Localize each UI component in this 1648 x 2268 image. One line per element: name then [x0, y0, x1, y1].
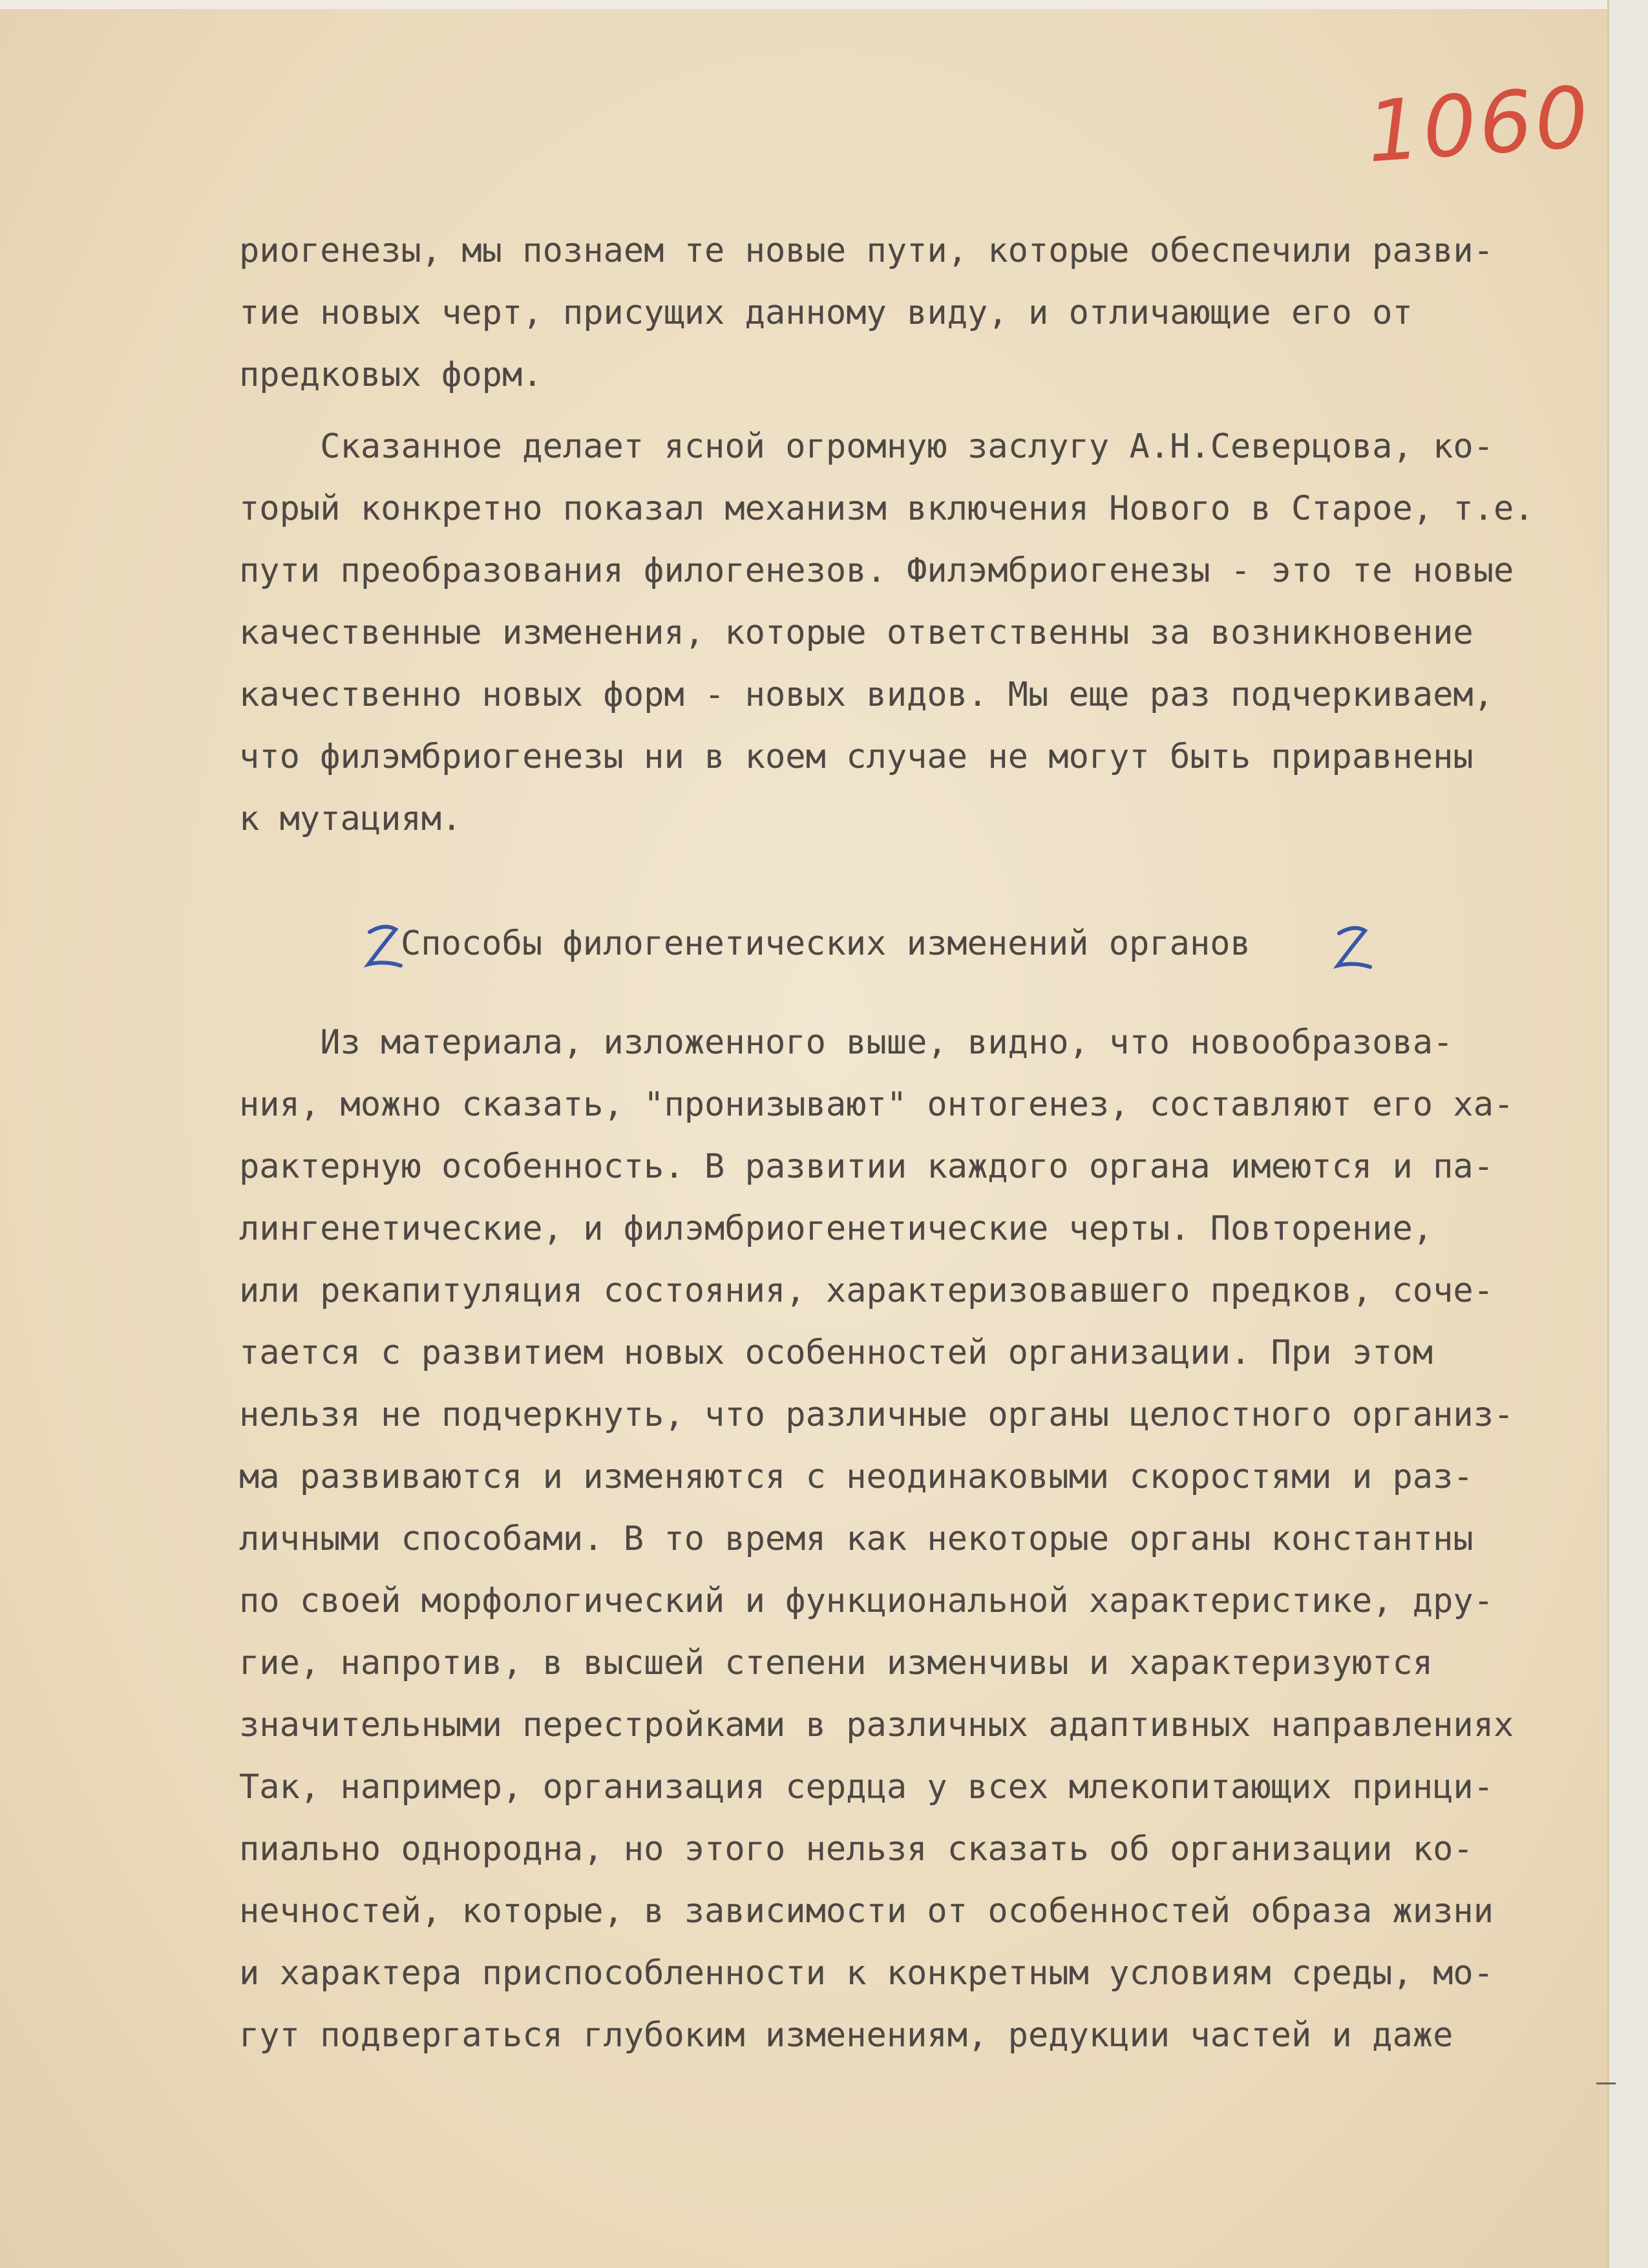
text-line: и характера приспособленности к конкретным условиям среды, мо-: [239, 1954, 1494, 1993]
text-line: риогенезы, мы познаем те новые пути, которые обеспечили разви-: [239, 231, 1494, 270]
text-line: Сказанное делает ясной огромную заслугу А.Н.Северцова, ко-: [239, 427, 1494, 466]
text-line: лингенетические, и филэмбриогенетические черты. Повторение,: [239, 1209, 1433, 1248]
text-line: ма развиваются и изменяются с неодинаковыми скоростями и раз-: [239, 1457, 1474, 1496]
text-line: значительными перестройками в различных адаптивных направлениях: [239, 1706, 1514, 1744]
text-line: пути преобразования филогенезов. Филэмбриогенезы - это те новые: [239, 551, 1514, 590]
text-line: что филэмбриогенезы ни в коем случае не могут быть приравнены: [239, 737, 1474, 776]
text-line: по своей морфологический и функциональной характеристике, дру-: [239, 1582, 1494, 1620]
text-line: торый конкретно показал механизм включения Нового в Старое, т.е.: [239, 489, 1534, 528]
text-line: предковых форм.: [239, 355, 543, 394]
text-line: Так, например, организация сердца у всех млекопитающих принци-: [239, 1768, 1494, 1807]
text-line: гие, напротив, в высшей степени изменчивы и характеризуются: [239, 1644, 1433, 1682]
text-line: к мутациям.: [239, 800, 462, 838]
text-line: тие новых черт, присущих данному виду, и отличающие его от: [239, 293, 1413, 332]
text-line: нечностей, которые, в зависимости от особенностей образа жизни: [239, 1892, 1494, 1931]
section-heading: Способы филогенетических изменений органов: [401, 924, 1251, 963]
text-line: качественно новых форм - новых видов. Мы еще раз подчеркиваем,: [239, 675, 1494, 714]
text-line: тается с развитием новых особенностей организации. При этом: [239, 1333, 1433, 1372]
scan-right-edge: [1607, 0, 1648, 2268]
text-line: рактерную особенность. В развитии каждого органа имеются и па-: [239, 1147, 1494, 1186]
text-line: нельзя не подчеркнуть, что различные органы целостного организ-: [239, 1395, 1514, 1434]
paragraph-1: [239, 220, 1494, 406]
text-line: гут подвергаться глубоким изменениям, редукции частей и даже: [239, 2016, 1453, 2055]
text-line: качественные изменения, которые ответственны за возникновение: [239, 613, 1474, 652]
scan-top-edge: [0, 0, 1648, 9]
paragraph-2: [239, 416, 1534, 850]
text-line: или рекапитуляция состояния, характеризовавшего предков, соче-: [239, 1271, 1494, 1310]
text-line: пиально однородна, но этого нельзя сказать об организации ко-: [239, 1830, 1474, 1869]
blue-bracket-mark-icon: [1331, 919, 1377, 977]
paragraph-3: [239, 1012, 1514, 2066]
text-line: Из материала, изложенного выше, видно, что новообразова-: [239, 1023, 1453, 1062]
folio-number: 1060: [1364, 67, 1594, 182]
text-line: личными способами. В то время как некоторые органы константны: [239, 1520, 1474, 1558]
margin-tick-mark: [1596, 2083, 1616, 2084]
text-line: ния, можно сказать, "пронизывают" онтогенез, составляют его ха-: [239, 1085, 1514, 1124]
